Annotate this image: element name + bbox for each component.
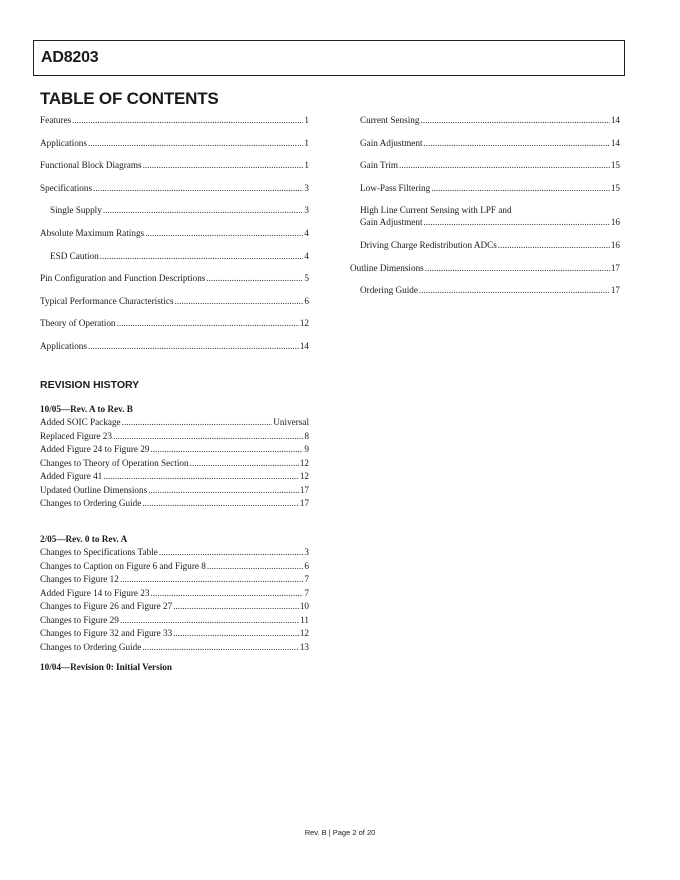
toc-entry[interactable]: [40, 204, 309, 216]
toc-entry-page: 7: [304, 587, 309, 598]
toc-heading: TABLE OF CONTENTS: [40, 89, 219, 108]
dot-leader: [100, 250, 304, 262]
toc-entry-label: Current Sensing: [360, 115, 420, 125]
dot-leader: [206, 272, 303, 284]
toc-entry[interactable]: [40, 546, 309, 560]
dot-leader: [173, 600, 299, 614]
dot-leader: [498, 239, 610, 251]
dot-leader: [88, 340, 299, 352]
toc-entry-page: 10: [299, 601, 309, 611]
dot-leader: [122, 416, 273, 430]
toc-entry-page: 15: [610, 182, 620, 193]
toc-entry[interactable]: [40, 416, 309, 430]
toc-entry-page: 17: [299, 498, 309, 508]
toc-entry[interactable]: [40, 182, 309, 194]
dot-leader: [88, 137, 303, 149]
dot-leader: [425, 262, 610, 274]
toc-entry-label: Changes to Figure 29: [40, 614, 119, 625]
toc-entry-label: Specifications: [40, 182, 93, 193]
toc-entry[interactable]: [40, 137, 309, 149]
dot-leader: [148, 484, 299, 498]
toc-entry-label: Outline Dimensions: [350, 262, 424, 273]
header-title: AD8203: [41, 49, 99, 66]
toc-entry-page: 4: [304, 227, 309, 238]
dot-leader: [103, 470, 299, 484]
revision-block-rev-a: [40, 533, 309, 654]
toc-entry-page: 1: [304, 160, 309, 171]
dot-leader: [113, 430, 303, 444]
toc-entry-page: 17: [610, 262, 620, 273]
toc-entry[interactable]: [40, 484, 309, 498]
toc-entry-page: Universal: [273, 417, 309, 427]
dot-leader: [93, 182, 303, 194]
toc-entry-label: Changes to Ordering Guide: [40, 498, 142, 508]
toc-entry[interactable]: [40, 457, 309, 471]
toc-entry-label: Features: [40, 115, 72, 125]
toc-entry[interactable]: [40, 159, 309, 171]
toc-entry-label: Absolute Maximum Ratings: [40, 227, 145, 238]
toc-right-column: [350, 114, 620, 307]
toc-entry[interactable]: [40, 627, 309, 641]
toc-entry-page: 17: [610, 285, 620, 296]
toc-entry-page: 13: [299, 641, 309, 652]
dot-leader: [207, 560, 304, 574]
toc-entry[interactable]: [350, 262, 620, 274]
dot-leader: [120, 614, 299, 628]
toc-entry[interactable]: [40, 272, 309, 284]
toc-entry-label: Driving Charge Redistribution ADCs: [360, 239, 497, 250]
document-header: [33, 40, 625, 76]
toc-entry-label: Applications: [40, 340, 87, 351]
toc-entry[interactable]: [40, 641, 309, 655]
toc-entry-page: 16: [610, 217, 620, 228]
toc-entry-label: Changes to Specifications Table: [40, 547, 158, 557]
dot-leader: [150, 443, 303, 457]
toc-entry-label: Updated Outline Dimensions: [40, 484, 148, 495]
toc-entry[interactable]: [40, 497, 309, 511]
dot-leader: [120, 573, 304, 587]
revision-initial-version: 10/04—Revision 0: Initial Version: [40, 662, 172, 672]
toc-entry[interactable]: [40, 573, 309, 587]
dot-leader: [190, 457, 299, 471]
toc-entry-page: 16: [610, 239, 620, 250]
toc-entry[interactable]: [40, 430, 309, 444]
toc-entry-page: 8: [304, 430, 309, 441]
toc-entry[interactable]: [40, 114, 309, 126]
dot-leader: [145, 227, 303, 239]
dot-leader: [103, 204, 304, 216]
toc-entry-label: Pin Configuration and Function Descriptions: [40, 273, 206, 284]
toc-entry-multiline[interactable]: [350, 204, 620, 228]
toc-entry[interactable]: [350, 182, 620, 194]
toc-entry[interactable]: [40, 317, 309, 329]
toc-entry[interactable]: [350, 137, 620, 149]
toc-entry[interactable]: [350, 216, 620, 228]
toc-entry-page: 5: [304, 273, 309, 284]
toc-entry-page: 12: [299, 318, 309, 329]
toc-entry-label: Applications: [40, 137, 87, 148]
toc-entry-page: 1: [304, 137, 309, 148]
toc-entry-page: 3: [304, 182, 309, 193]
toc-entry-label: Replaced Figure 23: [40, 430, 112, 441]
toc-entry-label: Changes to Theory of Operation Section: [40, 457, 189, 468]
dot-leader: [424, 216, 610, 228]
toc-entry-page: 12: [299, 628, 309, 638]
toc-entry-label: Low-Pass Filtering: [360, 182, 431, 193]
toc-entry-page: 17: [299, 484, 309, 495]
dot-leader: [143, 159, 304, 171]
toc-entry[interactable]: [40, 250, 309, 262]
dot-leader: [420, 114, 609, 126]
toc-entry[interactable]: [350, 114, 620, 126]
toc-entry-page: 14: [610, 137, 620, 148]
toc-entry-label: Added SOIC Package: [40, 417, 121, 427]
toc-left-column: [40, 114, 309, 363]
dot-leader: [72, 114, 303, 126]
toc-entry-label: ESD Caution: [50, 250, 99, 261]
dot-leader: [424, 137, 610, 149]
toc-entry-label: Gain Adjustment: [360, 137, 423, 148]
page-footer: Rev. B | Page 2 of 20: [304, 828, 376, 837]
revision-history-heading: REVISION HISTORY: [40, 379, 140, 391]
toc-entry[interactable]: [40, 470, 309, 484]
dot-leader: [419, 284, 610, 296]
toc-entry-page: 3: [304, 205, 309, 216]
toc-entry[interactable]: [40, 560, 309, 574]
revision-block-title: 10/05—Rev. A to Rev. B: [40, 404, 133, 414]
toc-entry[interactable]: [40, 340, 309, 352]
toc-entry-label: Added Figure 41: [40, 471, 103, 481]
toc-entry-label: Added Figure 14 to Figure 23: [40, 587, 150, 598]
toc-entry[interactable]: [40, 295, 309, 307]
dot-leader: [142, 497, 299, 511]
toc-entry-label: Added Figure 24 to Figure 29: [40, 444, 150, 454]
toc-entry-page: 12: [299, 471, 309, 481]
toc-entry-label: Ordering Guide: [360, 285, 418, 296]
dot-leader: [399, 159, 610, 171]
toc-entry[interactable]: [40, 614, 309, 628]
toc-entry-label-line1: High Line Current Sensing with LPF and: [360, 205, 512, 216]
toc-entry-page: 1: [304, 115, 309, 125]
dot-leader: [150, 587, 303, 601]
toc-entry-page: 7: [304, 574, 309, 584]
toc-entry-label: Gain Adjustment: [360, 217, 423, 228]
toc-entry-label: Changes to Figure 32 and Figure 33: [40, 628, 173, 638]
toc-entry-label: Typical Performance Characteristics: [40, 295, 174, 306]
dot-leader: [117, 317, 299, 329]
toc-entry-label: Gain Trim: [360, 160, 399, 171]
revision-block-rev-b: [40, 403, 309, 511]
dot-leader: [175, 295, 304, 307]
revision-block-title: 2/05—Rev. 0 to Rev. A: [40, 534, 128, 544]
toc-entry-page: 14: [299, 340, 309, 351]
toc-entry-page: 6: [304, 560, 309, 571]
toc-entry-label: Changes to Figure 26 and Figure 27: [40, 601, 173, 611]
toc-entry[interactable]: [350, 239, 620, 251]
toc-entry-page: 15: [610, 160, 620, 171]
toc-entry-label: Theory of Operation: [40, 318, 116, 329]
toc-entry-label: Single Supply: [50, 205, 102, 216]
toc-entry-page: 11: [300, 614, 309, 625]
toc-entry[interactable]: [350, 159, 620, 171]
toc-entry[interactable]: [40, 227, 309, 239]
dot-leader: [142, 641, 299, 655]
toc-entry-page: 6: [304, 295, 309, 306]
toc-entry-page: 4: [304, 250, 309, 261]
toc-entry-page: 3: [304, 547, 309, 557]
toc-entry-page: 14: [610, 115, 620, 125]
toc-entry[interactable]: [40, 600, 309, 614]
toc-entry-label: Changes to Caption on Figure 6 and Figure 8: [40, 560, 206, 571]
toc-entry-label: Changes to Figure 12: [40, 574, 119, 584]
toc-entry-label: Changes to Ordering Guide: [40, 641, 142, 652]
dot-leader: [431, 182, 610, 194]
toc-entry-page: 12: [299, 457, 309, 468]
toc-entry[interactable]: [40, 443, 309, 457]
dot-leader: [173, 627, 299, 641]
toc-entry-label: Functional Block Diagrams: [40, 160, 142, 171]
toc-entry[interactable]: [40, 587, 309, 601]
toc-entry[interactable]: [350, 284, 620, 296]
dot-leader: [159, 546, 304, 560]
toc-entry-page: 9: [304, 444, 309, 454]
